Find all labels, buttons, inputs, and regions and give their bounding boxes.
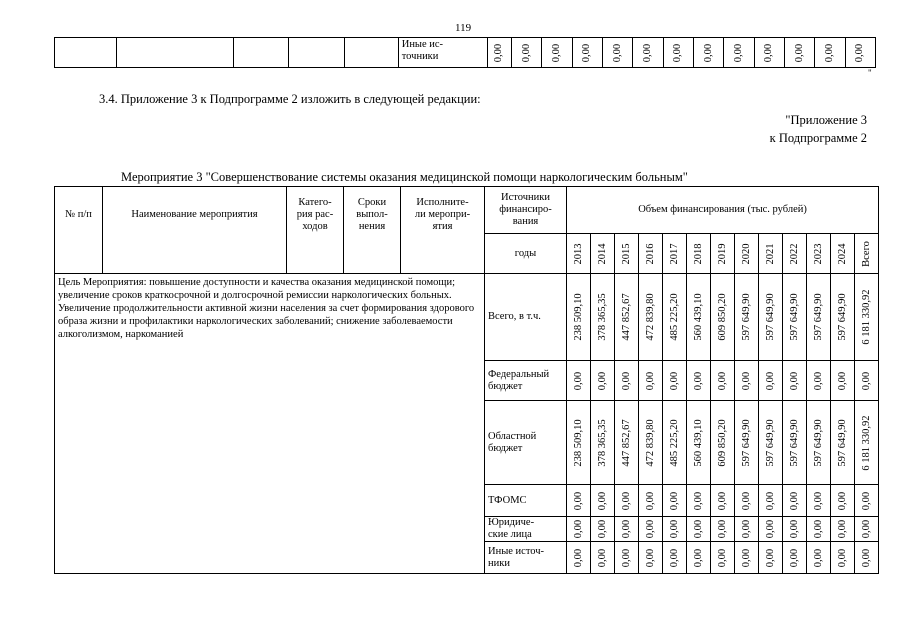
value: 0,00 bbox=[572, 491, 584, 510]
value: 0,00 bbox=[860, 491, 872, 510]
value-cell bbox=[783, 361, 807, 401]
value: 0,00 bbox=[812, 371, 824, 390]
source-label: Федеральный бюджет bbox=[485, 361, 567, 401]
value-cell bbox=[639, 274, 663, 361]
value-cell bbox=[639, 361, 663, 401]
top-value-cell bbox=[511, 38, 541, 68]
value: 447 852,67 bbox=[620, 418, 632, 467]
value-cell bbox=[759, 517, 783, 542]
value-cell bbox=[687, 361, 711, 401]
value-cell bbox=[639, 485, 663, 517]
value: 0,00 bbox=[716, 548, 728, 567]
value: 0,00 bbox=[716, 519, 728, 539]
value: 597 649,90 bbox=[788, 418, 800, 467]
value-cell bbox=[615, 542, 639, 574]
top-value-cell bbox=[663, 38, 693, 68]
value-cell bbox=[759, 274, 783, 361]
year-header-cell bbox=[759, 234, 783, 274]
measure-goal-text: Цель Мероприятия: повышение доступности и качества оказания медицинской помощи; увеличение сроков краткосрочной и долгосрочной ремиссии наркологических больных. Увеличение продолжительности активной жизни населения за счет формирования здорового образа жизни и профилактики наркологических заболеваний; снижение заболеваемости алкоголизмом, наркоманией bbox=[55, 274, 485, 574]
value-cell bbox=[639, 542, 663, 574]
value: 0,00 bbox=[764, 371, 776, 390]
year-header-cell bbox=[615, 234, 639, 274]
appendix-line-2: к Подпрограмме 2 bbox=[769, 131, 867, 145]
value: 0,00 bbox=[836, 548, 848, 567]
value-cell bbox=[759, 361, 783, 401]
top-value-cell bbox=[845, 38, 875, 68]
value-cell bbox=[807, 517, 831, 542]
year-header-cell bbox=[711, 234, 735, 274]
value: 0,00 bbox=[692, 519, 704, 539]
value: 0,00 bbox=[788, 519, 800, 539]
value-cell bbox=[663, 361, 687, 401]
appendix-reference bbox=[770, 111, 867, 147]
top-empty-cell bbox=[55, 38, 117, 68]
value-cell bbox=[807, 485, 831, 517]
value: 0,00 bbox=[860, 519, 872, 539]
value: 0,00 bbox=[692, 548, 704, 567]
value-cell bbox=[783, 517, 807, 542]
amendment-paragraph: 3.4. Приложение 3 к Подпрограмме 2 изложить в следующей редакции: bbox=[99, 92, 481, 106]
year-header: 2017 bbox=[668, 243, 680, 264]
top-empty-cell bbox=[288, 38, 345, 68]
value-cell bbox=[855, 401, 879, 485]
top-value: 0,00 bbox=[732, 43, 744, 62]
value-cell bbox=[687, 401, 711, 485]
year-header-cell bbox=[567, 234, 591, 274]
value-cell bbox=[615, 401, 639, 485]
top-value: 0,00 bbox=[763, 43, 774, 62]
value: 0,00 bbox=[620, 371, 632, 390]
value: 447 852,67 bbox=[620, 293, 632, 341]
value: 0,00 bbox=[764, 519, 776, 539]
value: 0,00 bbox=[836, 519, 848, 539]
value-cell bbox=[831, 485, 855, 517]
value-cell bbox=[687, 485, 711, 517]
header-sources: Источники финансиро- вания bbox=[485, 187, 567, 234]
value-cell bbox=[807, 361, 831, 401]
value-cell bbox=[711, 517, 735, 542]
value: 560 439,10 bbox=[692, 293, 704, 341]
source-label: ТФОМС bbox=[485, 485, 567, 517]
source-label: Всего, в т.ч. bbox=[485, 274, 567, 361]
value: 0,00 bbox=[740, 519, 752, 539]
value-cell bbox=[567, 517, 591, 542]
header-category: Катего- рия рас- ходов bbox=[287, 187, 344, 274]
top-value-cell bbox=[602, 38, 632, 68]
page-number: 119 bbox=[455, 22, 472, 34]
value: 597 649,90 bbox=[812, 293, 824, 341]
value-cell bbox=[831, 401, 855, 485]
year-header: 2024 bbox=[836, 243, 848, 264]
year-header-cell bbox=[855, 234, 879, 274]
value-cell bbox=[639, 517, 663, 542]
value: 0,00 bbox=[644, 548, 656, 567]
value-cell bbox=[567, 542, 591, 574]
value-cell bbox=[663, 401, 687, 485]
top-table bbox=[54, 37, 876, 68]
value-cell bbox=[735, 517, 759, 542]
value: 485 225,20 bbox=[668, 293, 680, 341]
value: 6 181 330,92 bbox=[860, 414, 872, 471]
value: 485 225,20 bbox=[668, 418, 680, 467]
value-cell bbox=[567, 274, 591, 361]
value: 378 365,35 bbox=[596, 293, 608, 341]
value: 0,00 bbox=[596, 548, 608, 567]
header-executors: Исполните- ли меропри- ятия bbox=[401, 187, 485, 274]
table-row bbox=[55, 274, 879, 361]
header-name: Наименование мероприятия bbox=[103, 187, 287, 274]
value: 0,00 bbox=[860, 548, 872, 567]
value: 6 181 330,92 bbox=[860, 289, 872, 345]
top-value: 0,00 bbox=[550, 43, 562, 62]
value: 238 509,10 bbox=[572, 293, 584, 341]
value: 0,00 bbox=[812, 519, 824, 539]
value-cell bbox=[711, 542, 735, 574]
value: 0,00 bbox=[572, 519, 584, 539]
year-header-cell bbox=[831, 234, 855, 274]
top-empty-cell bbox=[233, 38, 288, 68]
value-cell bbox=[807, 542, 831, 574]
value-cell bbox=[831, 542, 855, 574]
value: 0,00 bbox=[788, 371, 800, 390]
value-cell bbox=[591, 517, 615, 542]
value: 560 439,10 bbox=[692, 418, 704, 467]
top-value: 0,00 bbox=[493, 43, 505, 62]
value-cell bbox=[591, 401, 615, 485]
value: 609 850,20 bbox=[716, 293, 728, 341]
value: 0,00 bbox=[740, 548, 752, 567]
appendix-line-1: "Приложение 3 bbox=[785, 113, 867, 127]
value-cell bbox=[735, 274, 759, 361]
value-cell bbox=[567, 361, 591, 401]
value: 597 649,90 bbox=[812, 418, 824, 467]
value: 238 509,10 bbox=[572, 418, 584, 467]
value-cell bbox=[783, 485, 807, 517]
year-header-cell bbox=[807, 234, 831, 274]
top-value-cell bbox=[487, 38, 511, 68]
value: 0,00 bbox=[788, 491, 800, 510]
top-value-cell bbox=[542, 38, 572, 68]
value-cell bbox=[855, 361, 879, 401]
value-cell bbox=[591, 274, 615, 361]
header-years-label: годы bbox=[485, 234, 567, 274]
value: 0,00 bbox=[572, 371, 584, 390]
top-value-cell bbox=[784, 38, 814, 68]
value: 378 365,35 bbox=[596, 418, 608, 467]
year-header: 2016 bbox=[644, 243, 656, 264]
value-cell bbox=[831, 274, 855, 361]
value: 0,00 bbox=[668, 491, 680, 510]
year-header-cell bbox=[735, 234, 759, 274]
value: 597 649,90 bbox=[740, 418, 752, 467]
value-cell bbox=[855, 517, 879, 542]
top-empty-cell bbox=[116, 38, 233, 68]
year-header-cell bbox=[783, 234, 807, 274]
top-value-cell bbox=[754, 38, 784, 68]
value-cell bbox=[807, 401, 831, 485]
top-value-cell bbox=[572, 38, 602, 68]
value: 597 649,90 bbox=[764, 418, 776, 467]
value-cell bbox=[615, 361, 639, 401]
year-header: 2013 bbox=[572, 243, 584, 264]
value-cell bbox=[807, 274, 831, 361]
value-cell bbox=[639, 401, 663, 485]
year-header: 2022 bbox=[788, 243, 800, 264]
value: 0,00 bbox=[620, 519, 632, 539]
year-header-cell bbox=[687, 234, 711, 274]
value-cell bbox=[855, 542, 879, 574]
value-cell bbox=[711, 361, 735, 401]
value-cell bbox=[591, 542, 615, 574]
value: 472 839,80 bbox=[644, 418, 656, 467]
top-value-cell bbox=[724, 38, 754, 68]
value: 597 649,90 bbox=[788, 293, 800, 341]
value: 0,00 bbox=[692, 371, 704, 390]
value: 597 649,90 bbox=[836, 418, 848, 467]
source-label: Юридиче- ские лица bbox=[485, 517, 567, 542]
top-value: 0,00 bbox=[854, 43, 866, 62]
value: 0,00 bbox=[740, 491, 752, 510]
value-cell bbox=[663, 274, 687, 361]
year-header-cell bbox=[639, 234, 663, 274]
value-cell bbox=[615, 485, 639, 517]
value: 597 649,90 bbox=[740, 293, 752, 341]
header-terms: Сроки выпол- нения bbox=[344, 187, 401, 274]
value: 0,00 bbox=[596, 491, 608, 510]
value-cell bbox=[591, 361, 615, 401]
value-cell bbox=[831, 361, 855, 401]
value-cell bbox=[567, 401, 591, 485]
top-value: 0,00 bbox=[611, 43, 623, 62]
value: 0,00 bbox=[596, 519, 608, 539]
top-value-cell bbox=[693, 38, 723, 68]
header-num: № п/п bbox=[55, 187, 103, 274]
value: 0,00 bbox=[788, 548, 800, 567]
value: 0,00 bbox=[836, 371, 848, 390]
value-cell bbox=[735, 401, 759, 485]
value-cell bbox=[711, 485, 735, 517]
value: 0,00 bbox=[668, 519, 680, 539]
value-cell bbox=[591, 485, 615, 517]
year-header: 2021 bbox=[764, 243, 776, 264]
value: 0,00 bbox=[716, 371, 728, 390]
value: 0,00 bbox=[668, 371, 680, 390]
year-header: 2015 bbox=[620, 243, 632, 264]
value: 0,00 bbox=[668, 548, 680, 567]
year-header: 2019 bbox=[716, 243, 728, 264]
top-value: 0,00 bbox=[641, 43, 653, 62]
value-cell bbox=[687, 542, 711, 574]
value-cell bbox=[687, 517, 711, 542]
value: 0,00 bbox=[764, 491, 776, 510]
top-value-cell bbox=[633, 38, 663, 68]
value: 0,00 bbox=[812, 548, 824, 567]
value: 0,00 bbox=[740, 371, 752, 390]
value: 597 649,90 bbox=[836, 293, 848, 341]
top-value: 0,00 bbox=[823, 43, 835, 62]
value: 0,00 bbox=[860, 371, 872, 390]
top-value: 0,00 bbox=[702, 43, 714, 62]
value-cell bbox=[663, 517, 687, 542]
value-cell bbox=[759, 485, 783, 517]
value: 0,00 bbox=[620, 491, 632, 510]
year-header-cell bbox=[591, 234, 615, 274]
value-cell bbox=[783, 274, 807, 361]
value-cell bbox=[663, 542, 687, 574]
value-cell bbox=[735, 361, 759, 401]
value-cell bbox=[759, 542, 783, 574]
value-cell bbox=[783, 542, 807, 574]
value-cell bbox=[663, 485, 687, 517]
value: 0,00 bbox=[716, 491, 728, 510]
value: 472 839,80 bbox=[644, 293, 656, 341]
source-label: Областной бюджет bbox=[485, 401, 567, 485]
main-table bbox=[54, 186, 879, 574]
value-cell bbox=[615, 274, 639, 361]
year-header: 2023 bbox=[812, 243, 824, 264]
top-empty-cell bbox=[345, 38, 399, 68]
value: 0,00 bbox=[644, 371, 656, 390]
year-header: 2014 bbox=[596, 243, 608, 264]
value: 0,00 bbox=[596, 371, 608, 390]
value: 0,00 bbox=[572, 548, 584, 567]
top-value: 0,00 bbox=[520, 43, 532, 62]
value-cell bbox=[615, 517, 639, 542]
value-cell bbox=[831, 517, 855, 542]
value: 0,00 bbox=[764, 548, 776, 567]
header-volume: Объем финансирования (тыс. рублей) bbox=[567, 187, 879, 234]
closing-quote: " bbox=[868, 68, 872, 78]
top-source-label: Иные ис- точники bbox=[398, 38, 487, 68]
value: 0,00 bbox=[692, 491, 704, 510]
year-header: 2020 bbox=[740, 243, 752, 264]
value-cell bbox=[855, 485, 879, 517]
value-cell bbox=[687, 274, 711, 361]
value-cell bbox=[567, 485, 591, 517]
year-header: Всего bbox=[860, 240, 872, 267]
year-header-cell bbox=[663, 234, 687, 274]
value: 0,00 bbox=[644, 491, 656, 510]
value: 0,00 bbox=[812, 491, 824, 510]
value: 0,00 bbox=[644, 519, 656, 539]
top-value: 0,00 bbox=[581, 43, 593, 62]
value-cell bbox=[735, 485, 759, 517]
source-label: Иные источ- ники bbox=[485, 542, 567, 574]
year-header: 2018 bbox=[692, 243, 704, 264]
value: 0,00 bbox=[620, 548, 632, 567]
value-cell bbox=[759, 401, 783, 485]
top-value: 0,00 bbox=[793, 43, 805, 62]
value-cell bbox=[783, 401, 807, 485]
measure-title: Мероприятие 3 "Совершенствование системы оказания медицинской помощи наркологическим больным" bbox=[121, 170, 688, 184]
top-value: 0,00 bbox=[672, 43, 684, 62]
value: 609 850,20 bbox=[716, 418, 728, 467]
value: 597 649,90 bbox=[764, 293, 776, 341]
value-cell bbox=[711, 274, 735, 361]
value-cell bbox=[711, 401, 735, 485]
top-value-cell bbox=[815, 38, 845, 68]
value: 0,00 bbox=[836, 491, 848, 510]
value-cell bbox=[735, 542, 759, 574]
value-cell bbox=[855, 274, 879, 361]
